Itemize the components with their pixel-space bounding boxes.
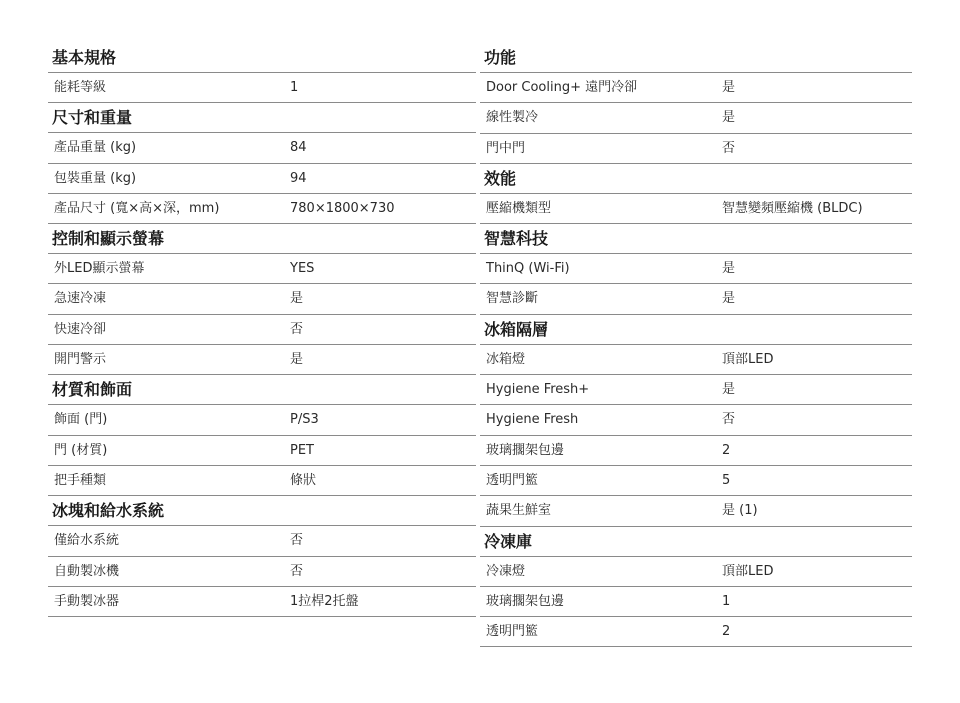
spec-label: Door Cooling+ 遠門冷卻 [486,80,638,95]
spec-label: 快速冷卻 [54,321,107,337]
spec-value: 智慧變頻壓縮機 (BLDC) [722,200,863,216]
spec-column-left [48,43,476,617]
spec-row [48,133,476,163]
spec-value: 是 [290,352,304,368]
spec-row [48,405,476,435]
section-title: 基本規格 [48,43,476,73]
spec-label: 開門警示 [54,352,107,368]
spec-label: 包裝重量 (kg) [54,170,137,186]
spec-label: 線性製冷 [486,110,539,126]
spec-value: 1 [722,593,731,609]
spec-label: 玻璃擱架包邊 [486,442,565,458]
section-title: 效能 [480,164,912,194]
spec-value: 1 [290,80,299,95]
spec-column-right [480,43,912,647]
spec-label: Hygiene Fresh [486,412,579,428]
spec-label: Hygiene Fresh+ [486,382,590,398]
spec-row [480,254,912,284]
spec-value: 2 [722,624,731,640]
spec-row [480,436,912,466]
spec-row [48,194,476,224]
section-title: 冷凍庫 [480,527,912,557]
spec-label: 門 (材質) [54,442,108,458]
spec-label: 門中門 [486,140,526,156]
spec-label: 壓縮機類型 [486,200,552,216]
spec-value: 是 [290,291,304,307]
spec-row [480,587,912,617]
spec-label: 產品尺寸 (寬×高×深，mm) [54,200,220,216]
spec-row [48,315,476,345]
spec-value: 否 [722,140,736,156]
section-title: 功能 [480,43,912,73]
spec-row [480,345,912,375]
spec-value: 是 [722,382,736,398]
section-title: 控制和顯示螢幕 [48,224,476,254]
spec-label: 外LED顯示螢幕 [54,261,145,277]
spec-value: 否 [290,321,304,337]
spec-value: 84 [290,140,307,156]
spec-row [48,284,476,314]
spec-value: 2 [722,442,731,458]
spec-row [480,103,912,133]
spec-row [48,466,476,496]
spec-row [48,73,476,103]
spec-value: 780×1800×730 [290,200,395,216]
spec-label: 急速冷凍 [54,291,107,307]
spec-row [480,557,912,587]
spec-row [48,557,476,587]
spec-value: 是 [722,110,736,126]
spec-label: 手動製冰器 [54,593,120,609]
section-title: 冰箱隔層 [480,315,912,345]
spec-value: PET [290,442,314,458]
section-title: 冰塊和給水系統 [48,496,476,526]
spec-label: 玻璃擱架包邊 [486,593,565,609]
spec-value: P/S3 [290,412,319,428]
spec-label: ThinQ (Wi-Fi) [486,261,570,277]
spec-label: 把手種類 [54,472,107,488]
spec-row [480,617,912,647]
spec-row [48,254,476,284]
spec-row [480,466,912,496]
spec-value: 是 [722,291,736,307]
section-title: 智慧科技 [480,224,912,254]
spec-label: 自動製冰機 [54,563,120,579]
section-title: 材質和飾面 [48,375,476,405]
spec-value: 94 [290,170,307,186]
spec-row [48,164,476,194]
spec-value: 否 [722,412,736,428]
spec-row [480,134,912,164]
spec-label: 智慧診斷 [486,291,539,307]
spec-row [48,436,476,466]
spec-row [480,284,912,314]
spec-label: 產品重量 (kg) [54,140,137,156]
spec-label: 透明門籃 [486,472,539,488]
spec-value: 頂部LED [722,563,774,579]
spec-row [48,345,476,375]
spec-value: 是 [722,261,736,277]
spec-row [480,194,912,224]
spec-row [48,587,476,617]
spec-value: 頂部LED [722,351,774,367]
spec-value: 是 [722,80,736,95]
spec-value: 5 [722,472,731,488]
spec-value: 否 [290,563,304,579]
spec-label: 能耗等級 [54,80,107,95]
spec-label: 僅給水系統 [54,533,120,549]
spec-value: 是 (1) [722,503,758,519]
spec-row [480,496,912,526]
section-title: 尺寸和重量 [48,103,476,133]
spec-label: 冰箱燈 [486,351,526,367]
spec-label: 飾面 (門) [54,412,108,428]
spec-label: 蔬果生鮮室 [486,503,552,519]
spec-label: 冷凍燈 [486,563,526,579]
spec-row [48,526,476,556]
spec-row [480,405,912,435]
spec-value: 否 [290,533,304,549]
spec-label: 透明門籃 [486,624,539,640]
spec-row [480,73,912,103]
spec-value: YES [290,261,315,277]
spec-value: 1拉桿2托盤 [290,593,359,609]
spec-value: 條狀 [290,472,317,488]
spec-row [480,375,912,405]
